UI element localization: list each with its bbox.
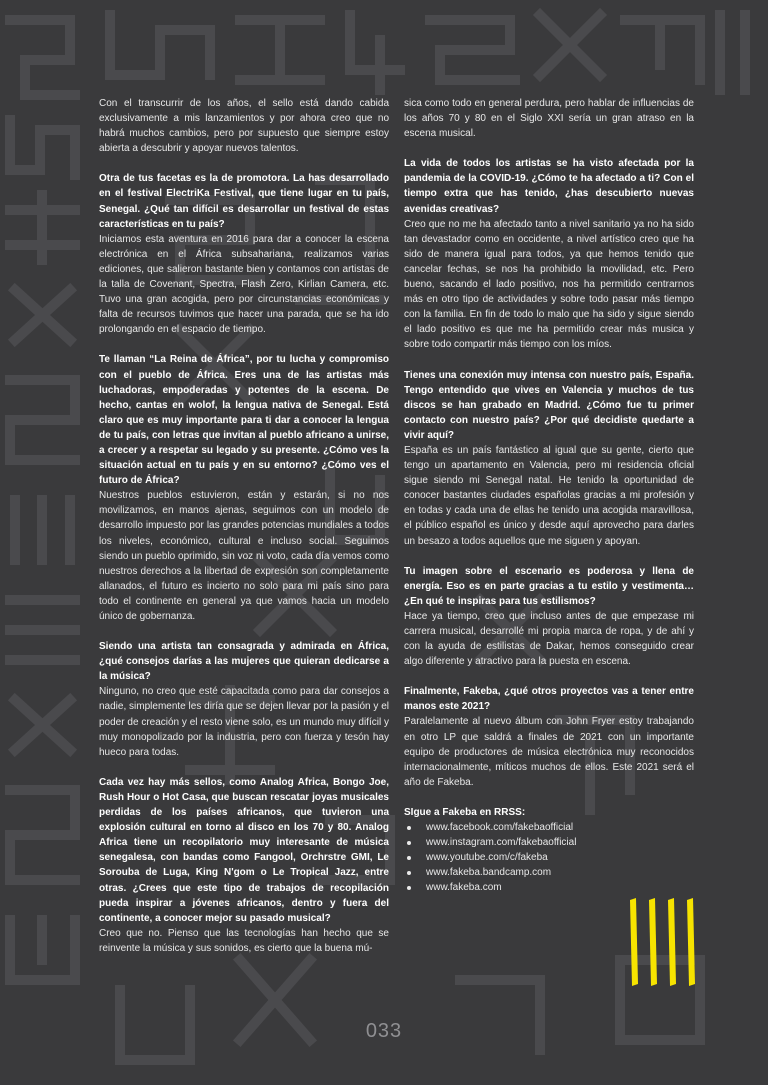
question-paragraph: Siendo una artista tan consagrada y admirada en África, ¿qué consejos darías a las mujeres que quieran dedicarse a la música? bbox=[99, 641, 389, 683]
yellow-bars-logo bbox=[628, 898, 700, 986]
website-link[interactable]: www.fakeba.com bbox=[404, 880, 694, 895]
question-paragraph: Finalmente, Fakeba, ¿qué otros proyectos vas a tener entre manos este 2021? bbox=[404, 686, 694, 713]
question-paragraph: Tienes una conexión muy intensa con nuestro país, España. Tengo entendido que vives en Valencia y muchos de tus discos se han grabado en Madrid. ¿Cómo fue tu primer contacto con nuestro país? ¿Por qué decidiste quedarte a vivir aquí? bbox=[404, 369, 694, 441]
answer-paragraph: Con el transcurrir de los años, el sello está dando cabida exclusivamente a mis lanzamientos y por ahora creo que no habrá muchos cambios, pero por supuesto que siempre estoy abierta a descubrir y apoyar nuevos talentos. bbox=[99, 98, 389, 155]
answer-paragraph: Iniciamos esta aventura en 2016 para dar a conocer la escena electrónica en el África subsahariana, realizamos varias ediciones, que salieron bastante bien y contamos con artistas de la talla de Covenant, Spectra, Flash Zero, Kirlian Camera, etc. Tuvo una gran acogida, pero por circunstancias económicas y falta de recursos tuvimos que hacer una parada, que se ha ido prolongando en el espacio de tiempo. bbox=[99, 233, 389, 336]
answer-paragraph: Paralelamente al nuevo álbum con John Fryer estoy trabajando en otro LP que saldrá a finales de 2021 con un importante equipo de productores de música electrónica muy reconocidos internacionalmente, míticos muchos de ellos. Este 2021 será el año de Fakeba. bbox=[404, 716, 694, 788]
left-column bbox=[99, 96, 389, 956]
question-paragraph: Otra de tus facetas es la de promotora. La has desarrollado en el festival ElectriKa Festival, que tiene lugar en tu país, Senegal. ¿Qué tan difícil es desarrollar un festival de estas características en tu país? bbox=[99, 173, 389, 230]
youtube-link[interactable]: www.youtube.com/c/fakeba bbox=[404, 850, 694, 865]
question-paragraph: Cada vez hay más sellos, como Analog Africa, Bongo Joe, Rush Hour o Hot Casa, que buscan rescatar joyas musicales perdidas de los países africanos, que tuvieron una explosión cultural en torno al disco en los 70 y 80. Analog Africa tiene un recopilatorio muy interesante de música senegalesa, con bandas como Fangool, Orchrstre GMI, Le Sorouba de Luga, King N'gom o Le Tropical Jazz, entre otras. ¿Crees que este tipo de trabajos de recopilación pueda inspirar a jóvenes africanos, dentro y fuera del continente, a conocer mejor su pasado musical? bbox=[99, 776, 389, 924]
answer-paragraph: sica como todo en general perdura, pero hablar de influencias de los años 70 y 80 en el Siglo XXI sería un gran atraso en la escena musical. bbox=[404, 98, 694, 140]
answer-paragraph: España es un país fantástico al igual que su gente, cierto que tengo un apartamento en Valencia, pero mi residencia oficial sigue siendo mi Senegal natal. He tenido la oportunidad de conocer bastantes ciudades españolas gracias a mi profesión y en todas y cada una de ellas he tenido una acogida maravillosa, el público español es único y desde aquí aprovecho para darles un besazo a todos aquellos que me siguen y apoyan. bbox=[404, 444, 694, 547]
answer-paragraph: Creo que no me ha afectado tanto a nivel sanitario ya no ha sido tan devastador como en occidente, a nivel artístico creo que ha sido de manera igual para todos, ya que hemos tenido que cancelar fechas, se nos ha prohibido la movilidad, etc. Pero bueno, sacando el lado positivo, nos ha permitido centrarnos más en otro tipo de actividades y sobre todo pasar más tiempo con la familia. En fin de todo lo malo que ha sido y sigue siendo el lado positivo es que me ha permitido crear más musica y sobre todo compartir más tiempo con los míos. bbox=[404, 218, 694, 351]
question-paragraph: La vida de todos los artistas se ha visto afectada por la pandemia de la COVID-19. ¿Cómo te ha afectado a ti? Con el tiempo extra que has tenido, ¿has descubierto nuevas avenidas creativas? bbox=[404, 158, 694, 215]
answer-paragraph: Hace ya tiempo, creo que incluso antes de que empezase mi carrera musical, desarrollé mi propia marca de ropa, y de ahí y con la ayuda de estilistas de Dakar, hemos conseguido crear algo diferente y atractivo para la puesta en escena. bbox=[404, 610, 694, 668]
answer-paragraph: Creo que no. Pienso que las tecnologías han hecho que se reinvente la música y sus sonidos, es cierto que la buena mú- bbox=[99, 927, 389, 954]
social-links-list bbox=[404, 820, 694, 895]
right-column bbox=[404, 96, 694, 896]
facebook-link[interactable]: www.facebook.com/fakebaofficial bbox=[404, 820, 694, 835]
answer-paragraph: Nuestros pueblos estuvieron, están y estarán, si no nos movilizamos, en manos ajenas, seguimos con un modelo de desarrollo impuesto por las grandes potencias mundiales a todos los niveles, económico, cultural e incluso social. Seguimos siendo un pueblo oprimido, sin voz ni voto, cada día vemos como nuestros derechos a la libertad de expresión son completamente allanados, el futuro es incierto no solo para mi país sino para todo el continente en general ya que vamos hacia un modelo único de gobernanza. bbox=[99, 490, 389, 622]
answer-paragraph: Ninguno, no creo que esté capacitada como para dar consejos a nadie, simplemente les diría que se dejen llevar por la pasión y el poder de creación y el resto viene solo, es un mundo muy difícil y muy monopolizado por la industria, pero con fuerza y tesón hay hueco para todas. bbox=[99, 686, 389, 758]
bandcamp-link[interactable]: www.fakeba.bandcamp.com bbox=[404, 865, 694, 880]
instagram-link[interactable]: www.instagram.com/fakebaofficial bbox=[404, 835, 694, 850]
social-title: SIgue a Fakeba en RRSS: bbox=[404, 806, 526, 818]
question-paragraph: Tu imagen sobre el escenario es poderosa y llena de energía. Eso es en parte gracias a tu estilo y vestimenta… ¿En qué te inspiras para tus estilismos? bbox=[404, 565, 694, 607]
question-paragraph: Te llaman “La Reina de África”, por tu lucha y compromiso con el pueblo de África. Eres una de las artistas más luchadoras, empoderadas y potentes de la escena. De hecho, cantas en wolof, la lengua nativa de Senegal. Está claro que es muy importante para ti dar a conocer la lengua de tu país, con letras que invitan al pueblo africano a unirse, a crecer y a respetar su legado y su presente. ¿Cómo ves la situación actual en tu país y en su entorno? ¿Cómo ves el futuro de África? bbox=[99, 354, 389, 487]
page-number: 033 bbox=[365, 1020, 403, 1042]
